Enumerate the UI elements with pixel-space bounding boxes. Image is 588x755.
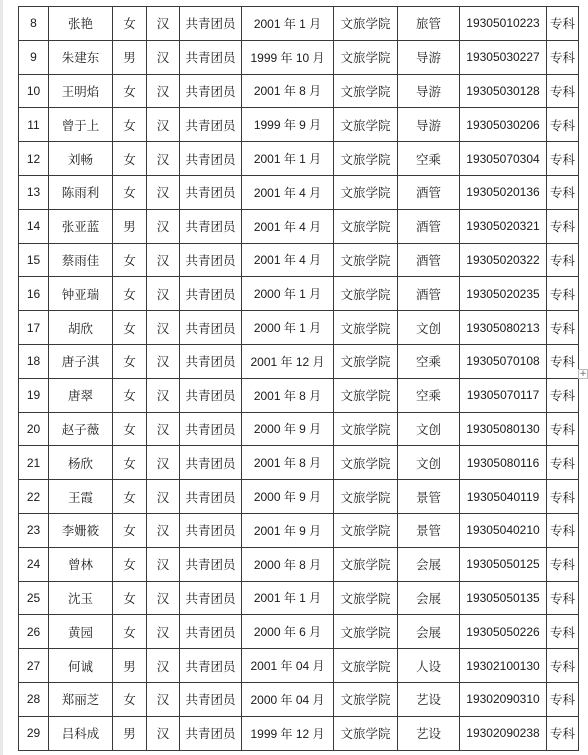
cell-row-number: 20 — [19, 412, 49, 446]
cell-student-id: 19305040210 — [460, 513, 547, 547]
table-row — [19, 581, 579, 615]
table-body — [19, 7, 579, 751]
cell-student-id: 19305020321 — [460, 209, 547, 243]
cell-major: 人设 — [398, 649, 460, 683]
cell-student-id: 19302090310 — [460, 682, 547, 716]
cell-major: 会展 — [398, 615, 460, 649]
cell-education-level: 专科 — [547, 243, 579, 277]
cell-education-level: 专科 — [547, 615, 579, 649]
cell-education-level: 专科 — [547, 716, 579, 750]
cell-college: 文旅学院 — [334, 581, 398, 615]
cell-name: 王霞 — [49, 480, 113, 514]
cell-college: 文旅学院 — [334, 277, 398, 311]
cell-ethnicity: 汉 — [147, 446, 180, 480]
cell-college: 文旅学院 — [334, 378, 398, 412]
cell-gender: 女 — [113, 412, 147, 446]
cell-ethnicity: 汉 — [147, 175, 180, 209]
cell-name: 胡欣 — [49, 311, 113, 345]
cell-birth-date: 2001 年 4 月 — [242, 175, 334, 209]
table-row — [19, 716, 579, 750]
cell-birth-date: 2001 年 12 月 — [242, 344, 334, 378]
cell-gender: 女 — [113, 615, 147, 649]
cell-gender: 女 — [113, 682, 147, 716]
cell-education-level: 专科 — [547, 108, 579, 142]
cell-name: 唐翠 — [49, 378, 113, 412]
cell-birth-date: 2001 年 04 月 — [242, 649, 334, 683]
cell-row-number: 27 — [19, 649, 49, 683]
student-table — [18, 6, 579, 751]
cell-major: 酒管 — [398, 209, 460, 243]
cell-political-status: 共青团员 — [180, 682, 242, 716]
cell-ethnicity: 汉 — [147, 243, 180, 277]
cell-ethnicity: 汉 — [147, 513, 180, 547]
cell-political-status: 共青团员 — [180, 547, 242, 581]
table-row — [19, 412, 579, 446]
cell-birth-date: 2000 年 1 月 — [242, 277, 334, 311]
cell-major: 艺设 — [398, 716, 460, 750]
cell-major: 酒管 — [398, 175, 460, 209]
table-row — [19, 40, 579, 74]
cell-political-status: 共青团员 — [180, 378, 242, 412]
cell-major: 空乘 — [398, 344, 460, 378]
cell-name: 刘畅 — [49, 142, 113, 176]
cell-education-level: 专科 — [547, 7, 579, 41]
cell-ethnicity: 汉 — [147, 682, 180, 716]
cell-birth-date: 2001 年 1 月 — [242, 142, 334, 176]
table-row — [19, 378, 579, 412]
cell-major: 会展 — [398, 547, 460, 581]
cell-birth-date: 2000 年 04 月 — [242, 682, 334, 716]
cell-student-id: 19305030227 — [460, 40, 547, 74]
table-row — [19, 682, 579, 716]
cell-college: 文旅学院 — [334, 243, 398, 277]
cell-row-number: 25 — [19, 581, 49, 615]
cell-gender: 女 — [113, 547, 147, 581]
cell-row-number: 21 — [19, 446, 49, 480]
cell-college: 文旅学院 — [334, 142, 398, 176]
cell-birth-date: 2001 年 8 月 — [242, 74, 334, 108]
cell-student-id: 19305070108 — [460, 344, 547, 378]
cell-education-level: 专科 — [547, 344, 579, 378]
cell-education-level: 专科 — [547, 649, 579, 683]
cell-gender: 女 — [113, 344, 147, 378]
cell-gender: 女 — [113, 175, 147, 209]
cell-political-status: 共青团员 — [180, 108, 242, 142]
cell-gender: 女 — [113, 74, 147, 108]
cell-education-level: 专科 — [547, 209, 579, 243]
cell-education-level: 专科 — [547, 480, 579, 514]
cell-political-status: 共青团员 — [180, 243, 242, 277]
table-row — [19, 74, 579, 108]
cell-name: 赵子薇 — [49, 412, 113, 446]
cell-major: 导游 — [398, 108, 460, 142]
cell-education-level: 专科 — [547, 175, 579, 209]
cell-birth-date: 1999 年 10 月 — [242, 40, 334, 74]
table-row — [19, 649, 579, 683]
cell-ethnicity: 汉 — [147, 74, 180, 108]
cell-education-level: 专科 — [547, 277, 579, 311]
table-row — [19, 277, 579, 311]
cell-birth-date: 2001 年 8 月 — [242, 378, 334, 412]
cell-major: 酒管 — [398, 243, 460, 277]
cell-gender: 男 — [113, 716, 147, 750]
cell-gender: 男 — [113, 209, 147, 243]
cell-major: 艺设 — [398, 682, 460, 716]
cell-row-number: 29 — [19, 716, 49, 750]
cell-major: 空乘 — [398, 378, 460, 412]
table-row — [19, 142, 579, 176]
cell-major: 空乘 — [398, 142, 460, 176]
cell-college: 文旅学院 — [334, 615, 398, 649]
cell-gender: 女 — [113, 513, 147, 547]
cell-row-number: 14 — [19, 209, 49, 243]
cell-college: 文旅学院 — [334, 547, 398, 581]
table-row — [19, 209, 579, 243]
cell-student-id: 19305070117 — [460, 378, 547, 412]
cell-ethnicity: 汉 — [147, 480, 180, 514]
cell-birth-date: 2000 年 6 月 — [242, 615, 334, 649]
table-row — [19, 108, 579, 142]
cell-birth-date: 2001 年 1 月 — [242, 7, 334, 41]
page-left-edge — [0, 0, 3, 755]
cell-name: 郑丽芝 — [49, 682, 113, 716]
cell-name: 朱建东 — [49, 40, 113, 74]
cell-row-number: 26 — [19, 615, 49, 649]
cell-political-status: 共青团员 — [180, 175, 242, 209]
cell-birth-date: 2000 年 9 月 — [242, 412, 334, 446]
cell-student-id: 19305080130 — [460, 412, 547, 446]
table-row — [19, 615, 579, 649]
cell-student-id: 19305020136 — [460, 175, 547, 209]
cell-ethnicity: 汉 — [147, 581, 180, 615]
cell-college: 文旅学院 — [334, 175, 398, 209]
table-row — [19, 547, 579, 581]
cell-ethnicity: 汉 — [147, 7, 180, 41]
cell-gender: 女 — [113, 581, 147, 615]
cell-education-level: 专科 — [547, 581, 579, 615]
table-add-handle[interactable] — [578, 369, 588, 379]
cell-birth-date: 1999 年 9 月 — [242, 108, 334, 142]
cell-college: 文旅学院 — [334, 716, 398, 750]
cell-political-status: 共青团员 — [180, 615, 242, 649]
cell-birth-date: 2001 年 9 月 — [242, 513, 334, 547]
cell-row-number: 17 — [19, 311, 49, 345]
cell-ethnicity: 汉 — [147, 209, 180, 243]
cell-major: 文创 — [398, 412, 460, 446]
cell-political-status: 共青团员 — [180, 209, 242, 243]
cell-gender: 女 — [113, 446, 147, 480]
cell-birth-date: 2001 年 1 月 — [242, 581, 334, 615]
cell-political-status: 共青团员 — [180, 480, 242, 514]
cell-birth-date: 2000 年 8 月 — [242, 547, 334, 581]
cell-college: 文旅学院 — [334, 649, 398, 683]
cell-row-number: 15 — [19, 243, 49, 277]
cell-gender: 女 — [113, 378, 147, 412]
cell-college: 文旅学院 — [334, 74, 398, 108]
cell-political-status: 共青团员 — [180, 311, 242, 345]
cell-student-id: 19305050135 — [460, 581, 547, 615]
table-row — [19, 311, 579, 345]
cell-name: 王明焰 — [49, 74, 113, 108]
cell-ethnicity: 汉 — [147, 108, 180, 142]
cell-major: 景管 — [398, 480, 460, 514]
cell-college: 文旅学院 — [334, 412, 398, 446]
cell-student-id: 19305010223 — [460, 7, 547, 41]
cell-student-id: 19305030206 — [460, 108, 547, 142]
cell-row-number: 13 — [19, 175, 49, 209]
cell-college: 文旅学院 — [334, 209, 398, 243]
cell-student-id: 19302100130 — [460, 649, 547, 683]
cell-ethnicity: 汉 — [147, 311, 180, 345]
cell-education-level: 专科 — [547, 74, 579, 108]
cell-ethnicity: 汉 — [147, 547, 180, 581]
cell-birth-date: 2001 年 4 月 — [242, 243, 334, 277]
cell-row-number: 9 — [19, 40, 49, 74]
cell-political-status: 共青团员 — [180, 277, 242, 311]
cell-birth-date: 2001 年 8 月 — [242, 446, 334, 480]
cell-college: 文旅学院 — [334, 108, 398, 142]
table-row — [19, 344, 579, 378]
cell-row-number: 23 — [19, 513, 49, 547]
table-row — [19, 243, 579, 277]
cell-ethnicity: 汉 — [147, 716, 180, 750]
table-row — [19, 175, 579, 209]
cell-ethnicity: 汉 — [147, 344, 180, 378]
cell-college: 文旅学院 — [334, 311, 398, 345]
cell-gender: 男 — [113, 649, 147, 683]
cell-name: 沈玉 — [49, 581, 113, 615]
cell-political-status: 共青团员 — [180, 40, 242, 74]
cell-education-level: 专科 — [547, 311, 579, 345]
cell-major: 导游 — [398, 40, 460, 74]
cell-gender: 女 — [113, 243, 147, 277]
cell-row-number: 12 — [19, 142, 49, 176]
cell-name: 张亚蓝 — [49, 209, 113, 243]
cell-ethnicity: 汉 — [147, 40, 180, 74]
cell-gender: 女 — [113, 277, 147, 311]
cell-college: 文旅学院 — [334, 7, 398, 41]
cell-name: 钟亚瑞 — [49, 277, 113, 311]
cell-education-level: 专科 — [547, 412, 579, 446]
cell-political-status: 共青团员 — [180, 649, 242, 683]
cell-political-status: 共青团员 — [180, 74, 242, 108]
cell-student-id: 19305020322 — [460, 243, 547, 277]
cell-name: 曾于上 — [49, 108, 113, 142]
cell-name: 陈雨利 — [49, 175, 113, 209]
cell-ethnicity: 汉 — [147, 412, 180, 446]
cell-political-status: 共青团员 — [180, 344, 242, 378]
cell-name: 黄园 — [49, 615, 113, 649]
cell-row-number: 11 — [19, 108, 49, 142]
cell-ethnicity: 汉 — [147, 142, 180, 176]
cell-name: 吕科成 — [49, 716, 113, 750]
cell-row-number: 22 — [19, 480, 49, 514]
cell-birth-date: 2000 年 1 月 — [242, 311, 334, 345]
cell-birth-date: 2001 年 4 月 — [242, 209, 334, 243]
cell-political-status: 共青团员 — [180, 513, 242, 547]
cell-education-level: 专科 — [547, 378, 579, 412]
cell-college: 文旅学院 — [334, 40, 398, 74]
cell-gender: 女 — [113, 311, 147, 345]
cell-political-status: 共青团员 — [180, 142, 242, 176]
cell-major: 文创 — [398, 311, 460, 345]
cell-row-number: 16 — [19, 277, 49, 311]
cell-major: 景管 — [398, 513, 460, 547]
cell-gender: 女 — [113, 480, 147, 514]
table-row — [19, 480, 579, 514]
cell-row-number: 19 — [19, 378, 49, 412]
cell-student-id: 19305050226 — [460, 615, 547, 649]
cell-student-id: 19305040119 — [460, 480, 547, 514]
table-row — [19, 7, 579, 41]
cell-major: 导游 — [398, 74, 460, 108]
cell-ethnicity: 汉 — [147, 277, 180, 311]
cell-student-id: 19305020235 — [460, 277, 547, 311]
cell-name: 曾林 — [49, 547, 113, 581]
cell-major: 文创 — [398, 446, 460, 480]
plus-icon: + — [579, 369, 587, 379]
cell-birth-date: 2000 年 9 月 — [242, 480, 334, 514]
cell-row-number: 24 — [19, 547, 49, 581]
cell-education-level: 专科 — [547, 547, 579, 581]
cell-education-level: 专科 — [547, 40, 579, 74]
cell-college: 文旅学院 — [334, 446, 398, 480]
cell-row-number: 18 — [19, 344, 49, 378]
cell-education-level: 专科 — [547, 513, 579, 547]
cell-gender: 女 — [113, 108, 147, 142]
cell-political-status: 共青团员 — [180, 412, 242, 446]
cell-student-id: 19302090238 — [460, 716, 547, 750]
cell-major: 酒管 — [398, 277, 460, 311]
cell-student-id: 19305080116 — [460, 446, 547, 480]
cell-education-level: 专科 — [547, 682, 579, 716]
cell-student-id: 19305030128 — [460, 74, 547, 108]
cell-name: 杨欣 — [49, 446, 113, 480]
cell-college: 文旅学院 — [334, 682, 398, 716]
cell-college: 文旅学院 — [334, 480, 398, 514]
cell-student-id: 19305050125 — [460, 547, 547, 581]
cell-college: 文旅学院 — [334, 513, 398, 547]
cell-name: 蔡雨佳 — [49, 243, 113, 277]
cell-student-id: 19305080213 — [460, 311, 547, 345]
cell-birth-date: 1999 年 12 月 — [242, 716, 334, 750]
table-row — [19, 446, 579, 480]
cell-political-status: 共青团员 — [180, 446, 242, 480]
cell-gender: 男 — [113, 40, 147, 74]
cell-college: 文旅学院 — [334, 344, 398, 378]
cell-ethnicity: 汉 — [147, 615, 180, 649]
cell-political-status: 共青团员 — [180, 581, 242, 615]
cell-ethnicity: 汉 — [147, 378, 180, 412]
cell-student-id: 19305070304 — [460, 142, 547, 176]
cell-row-number: 8 — [19, 7, 49, 41]
cell-name: 何诚 — [49, 649, 113, 683]
cell-political-status: 共青团员 — [180, 716, 242, 750]
cell-gender: 女 — [113, 142, 147, 176]
table-row — [19, 513, 579, 547]
cell-major: 会展 — [398, 581, 460, 615]
cell-row-number: 28 — [19, 682, 49, 716]
cell-name: 张艳 — [49, 7, 113, 41]
cell-name: 唐子淇 — [49, 344, 113, 378]
cell-education-level: 专科 — [547, 142, 579, 176]
cell-political-status: 共青团员 — [180, 7, 242, 41]
cell-name: 李姗筱 — [49, 513, 113, 547]
cell-major: 旅管 — [398, 7, 460, 41]
cell-gender: 女 — [113, 7, 147, 41]
cell-ethnicity: 汉 — [147, 649, 180, 683]
cell-education-level: 专科 — [547, 446, 579, 480]
cell-row-number: 10 — [19, 74, 49, 108]
